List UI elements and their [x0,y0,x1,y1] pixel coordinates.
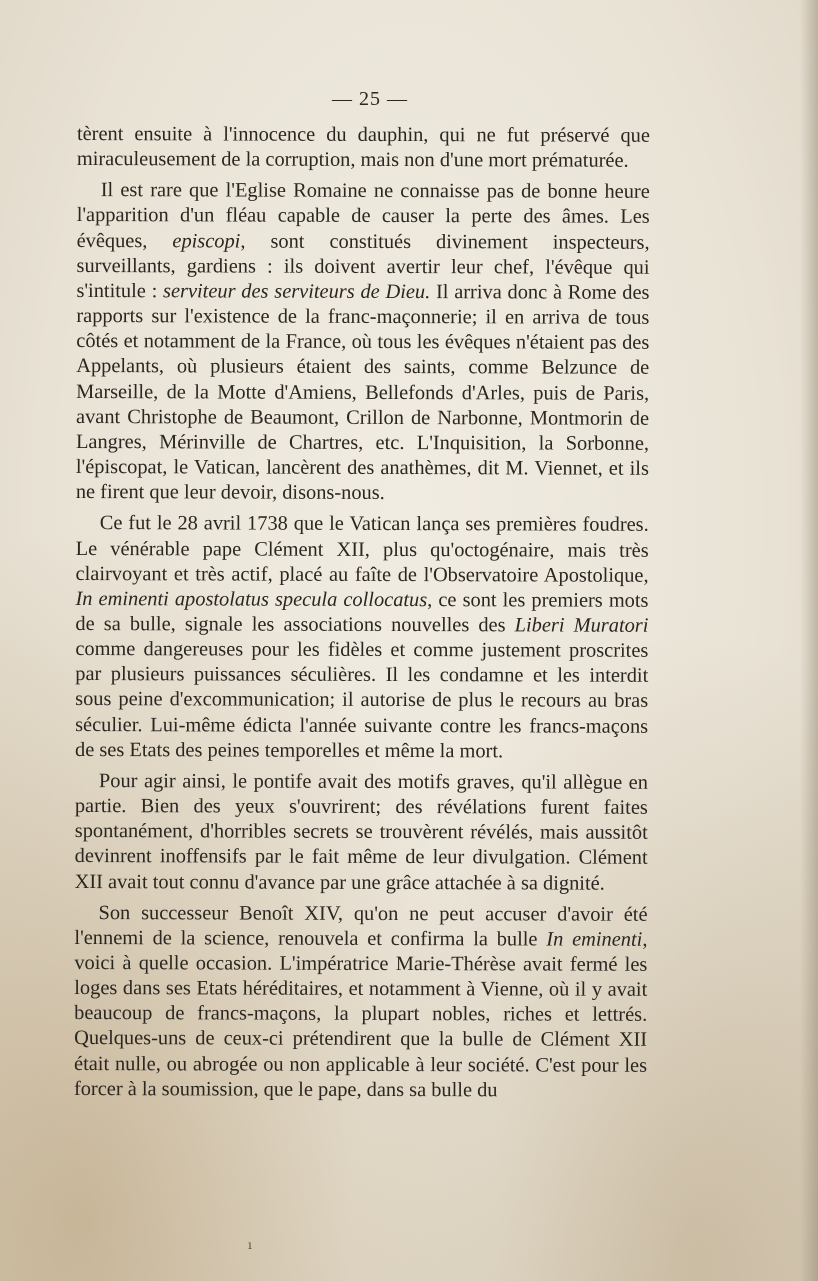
italic-text: In eminenti apostolatus specula collocatus [75,587,428,611]
text-span: , sont constitués divinement inspecteurs, surveillants, gardiens : ils doivent avertir leur chef, l'évêque qui s'intitule : [76,230,650,303]
text-span: Pour agir ainsi, le pontife avait des motifs graves, qu'il allègue en partie. Bien des yeux s'ouvrirent; des révélations furent faites spontanément, d'horribles secrets se trouvèrent révélés, mais aussitôt devinrent inoffensifs par le fait même de leur divulgation. Clément XII avait tout connu d'avance par une grâce attachée à sa dignité. [74,769,648,895]
text-span: tèrent ensuite à l'innocence du dauphin, qui ne fut préservé que miraculeusement de la corruption, mais non d'une mort prématurée. [76,122,650,172]
text-span: comme dangereuses pour les fidèles et comme justement proscrites par plusieurs puissances séculières. Il les condamne et les interdit sous peine d'excommunication; il autorise de plus le recours au bras séculier. Lui-même édicta l'année suivante contre les francs-maçons de ses Etats des peines temporelles et même la mort. [74,638,649,763]
paragraph [74,901,648,1104]
page-edge-shadow [800,0,818,1281]
paragraph [75,769,648,897]
text-span: , ce sont les premiers mots de sa bulle, signale les associations nouvelles des [75,588,649,637]
text-span: , voici à quelle occasion. L'impératrice Marie-Thérèse avait fermé les loges dans ses Etats héréditaires, et notamment à Vienne, où il y avait beaucoup de francs-maçons, la plupart nobles, riches et lettrés. Quelques-uns de ceux-ci prétendirent que la bulle de Clément XII était nulle, ou abrogée ou non applicable à leur société. C'est pour les forcer à la soumission, que le pape, dans sa bulle du [73,928,648,1102]
italic-text: In eminenti [546,928,643,951]
paragraph [77,122,650,174]
text-span: Il arriva donc à Rome des rapports sur l'existence de la franc-maçonnerie; il en arriva de tous côtés et notamment de la France, où tous les évêques n'étaient pas des Appelants, où plusieurs étaient des saints, comme Belzunce de Marseille, de la Motte d'Amiens, Bellefonds d'Arles, puis de Paris, avant Christophe de Beaumont, Crillon de Narbonne, Montmorin de Langres, Mérinville de Chartres, etc. L'Inquisition, la Sorbonne, l'épiscopat, le Vatican, lancèrent des anathèmes, dit M. Viennet, et ils ne firent que leur devoir, disons-nous. [75,281,650,505]
text-span: Son successeur Benoît XIV, qu'on ne peut accuser d'avoir été l'ennemi de la science, renouvela et confirma la bulle [74,901,648,951]
paragraph [76,178,650,507]
paragraph [75,511,649,764]
text-span: Ce fut le 28 avril 1738 que le Vatican lança ses premières foudres. Le vénérable pape Clément XII, plus qu'octogénaire, mais très clairvoyant et très actif, placé au faîte de l'Observatoire Apostolique, [75,512,649,587]
italic-text: serviteur des serviteurs de Dieu. [163,280,431,304]
text-span: Il est rare que l'Eglise Romaine ne connaisse pas de bonne heure l'apparition d'un fléau capable de causer la perte des âmes. Les évêques, [76,179,650,252]
body-text [74,122,650,1104]
italic-text: Liberi Muratori [514,614,649,637]
bottom-mark: ı [248,1238,252,1252]
page-number: — 25 — [332,88,408,110]
italic-text: episcopi [172,229,241,253]
